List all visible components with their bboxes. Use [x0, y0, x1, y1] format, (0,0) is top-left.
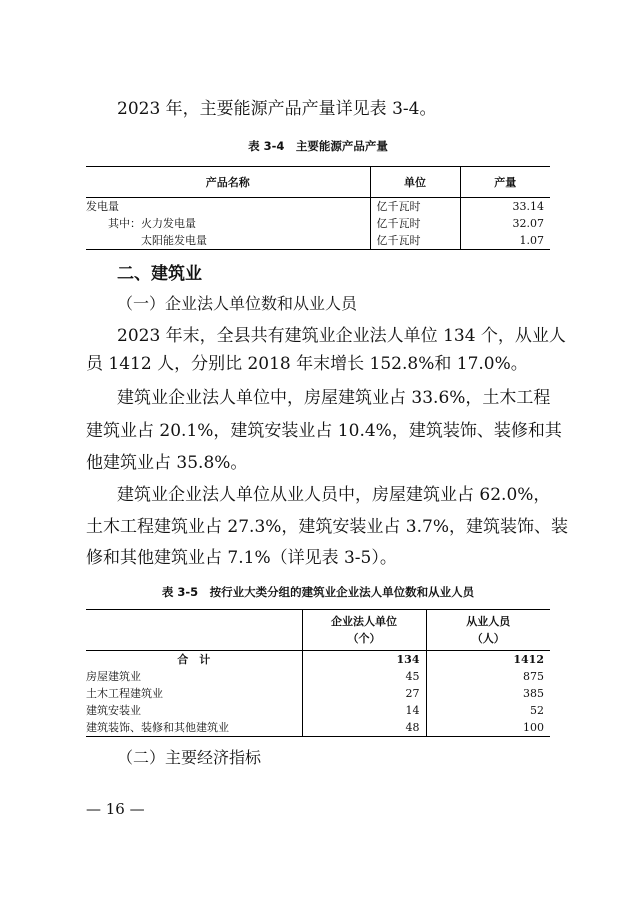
product-name: 发电量: [86, 200, 119, 213]
table-row: [86, 702, 550, 719]
industry-name: 建筑安装业: [86, 704, 141, 717]
para3-line1: 建筑业企业法人单位从业人员中，房屋建筑业占 62.0%，: [117, 485, 551, 505]
table-row: [86, 668, 550, 685]
col-header-legal-units-line2: （个）: [347, 632, 381, 645]
industry-persons: 52: [426, 702, 550, 719]
intro-paragraph: 2023 年，主要能源产品产量详见表 3-4。: [117, 99, 437, 119]
para1-line1: 2023 年末，全县共有建筑业企业法人单位 134 个，从业人: [117, 326, 566, 346]
para3-line3: 修和其他建筑业占 7.1%（详见表 3-5）。: [86, 548, 397, 568]
col-header-product: 产品名称: [86, 167, 370, 198]
col-header-legal-units-line1: 企业法人单位: [331, 615, 397, 628]
product-unit: 亿千瓦时: [370, 215, 460, 232]
product-unit: 亿千瓦时: [370, 198, 460, 216]
col-header-employees: [426, 610, 550, 651]
product-value: 32.07: [460, 215, 550, 232]
industry-name: 土木工程建筑业: [86, 687, 163, 700]
col-header-unit: 单位: [370, 167, 460, 198]
table-3-5: [86, 609, 550, 737]
col-header-output: 产量: [460, 167, 550, 198]
col-header-employees-line2: （人）: [471, 632, 505, 645]
table-row: [86, 198, 550, 216]
industry-units: 45: [302, 668, 426, 685]
table-3-4: [86, 166, 550, 250]
total-units: 134: [302, 651, 426, 669]
table-3-4-caption: 表 3-4 主要能源产品产量: [248, 139, 388, 153]
col-header-employees-line1: 从业人员: [466, 615, 511, 628]
section-title: 二、建筑业: [117, 264, 202, 284]
table-row: [86, 685, 550, 702]
subsection-title-2: （二）主要经济指标: [117, 748, 262, 767]
product-unit: 亿千瓦时: [370, 232, 460, 250]
industry-name: 建筑装饰、装修和其他建筑业: [86, 719, 302, 737]
industry-name: 房屋建筑业: [86, 670, 141, 683]
col-header-legal-units: [302, 610, 426, 651]
total-persons: 1412: [426, 651, 550, 669]
total-label: 合 计: [177, 653, 211, 666]
table-row: [86, 215, 550, 232]
table-row: [86, 719, 550, 737]
table-row-total: [86, 651, 550, 669]
para2-line3: 他建筑业占 35.8%。: [86, 453, 248, 473]
industry-persons: 875: [426, 668, 550, 685]
industry-persons: 100: [426, 719, 550, 737]
para2-line2: 建筑业占 20.1%，建筑安装业占 10.4%，建筑装饰、装修和其: [86, 421, 562, 441]
industry-persons: 385: [426, 685, 550, 702]
industry-units: 48: [302, 719, 426, 737]
subsection-title-1: （一）企业法人单位数和从业人员: [117, 294, 358, 313]
product-value: 33.14: [460, 198, 550, 216]
industry-units: 27: [302, 685, 426, 702]
col-header-industry: [86, 610, 302, 651]
para1-line2: 员 1412 人，分别比 2018 年末增长 152.8%和 17.0%。: [86, 354, 528, 374]
table-row: [86, 232, 550, 250]
para3-line2: 土木工程建筑业占 27.3%，建筑安装业占 3.7%，建筑装饰、装: [86, 517, 569, 537]
product-name: 太阳能发电量: [86, 232, 370, 250]
table-3-5-caption: 表 3-5 按行业大类分组的建筑业企业法人单位数和从业人员: [161, 585, 475, 599]
page-number: — 16 —: [86, 800, 145, 818]
industry-units: 14: [302, 702, 426, 719]
para2-line1: 建筑业企业法人单位中，房屋建筑业占 33.6%，土木工程: [117, 388, 551, 408]
product-name: 其中：火力发电量: [108, 217, 196, 230]
product-value: 1.07: [460, 232, 550, 250]
